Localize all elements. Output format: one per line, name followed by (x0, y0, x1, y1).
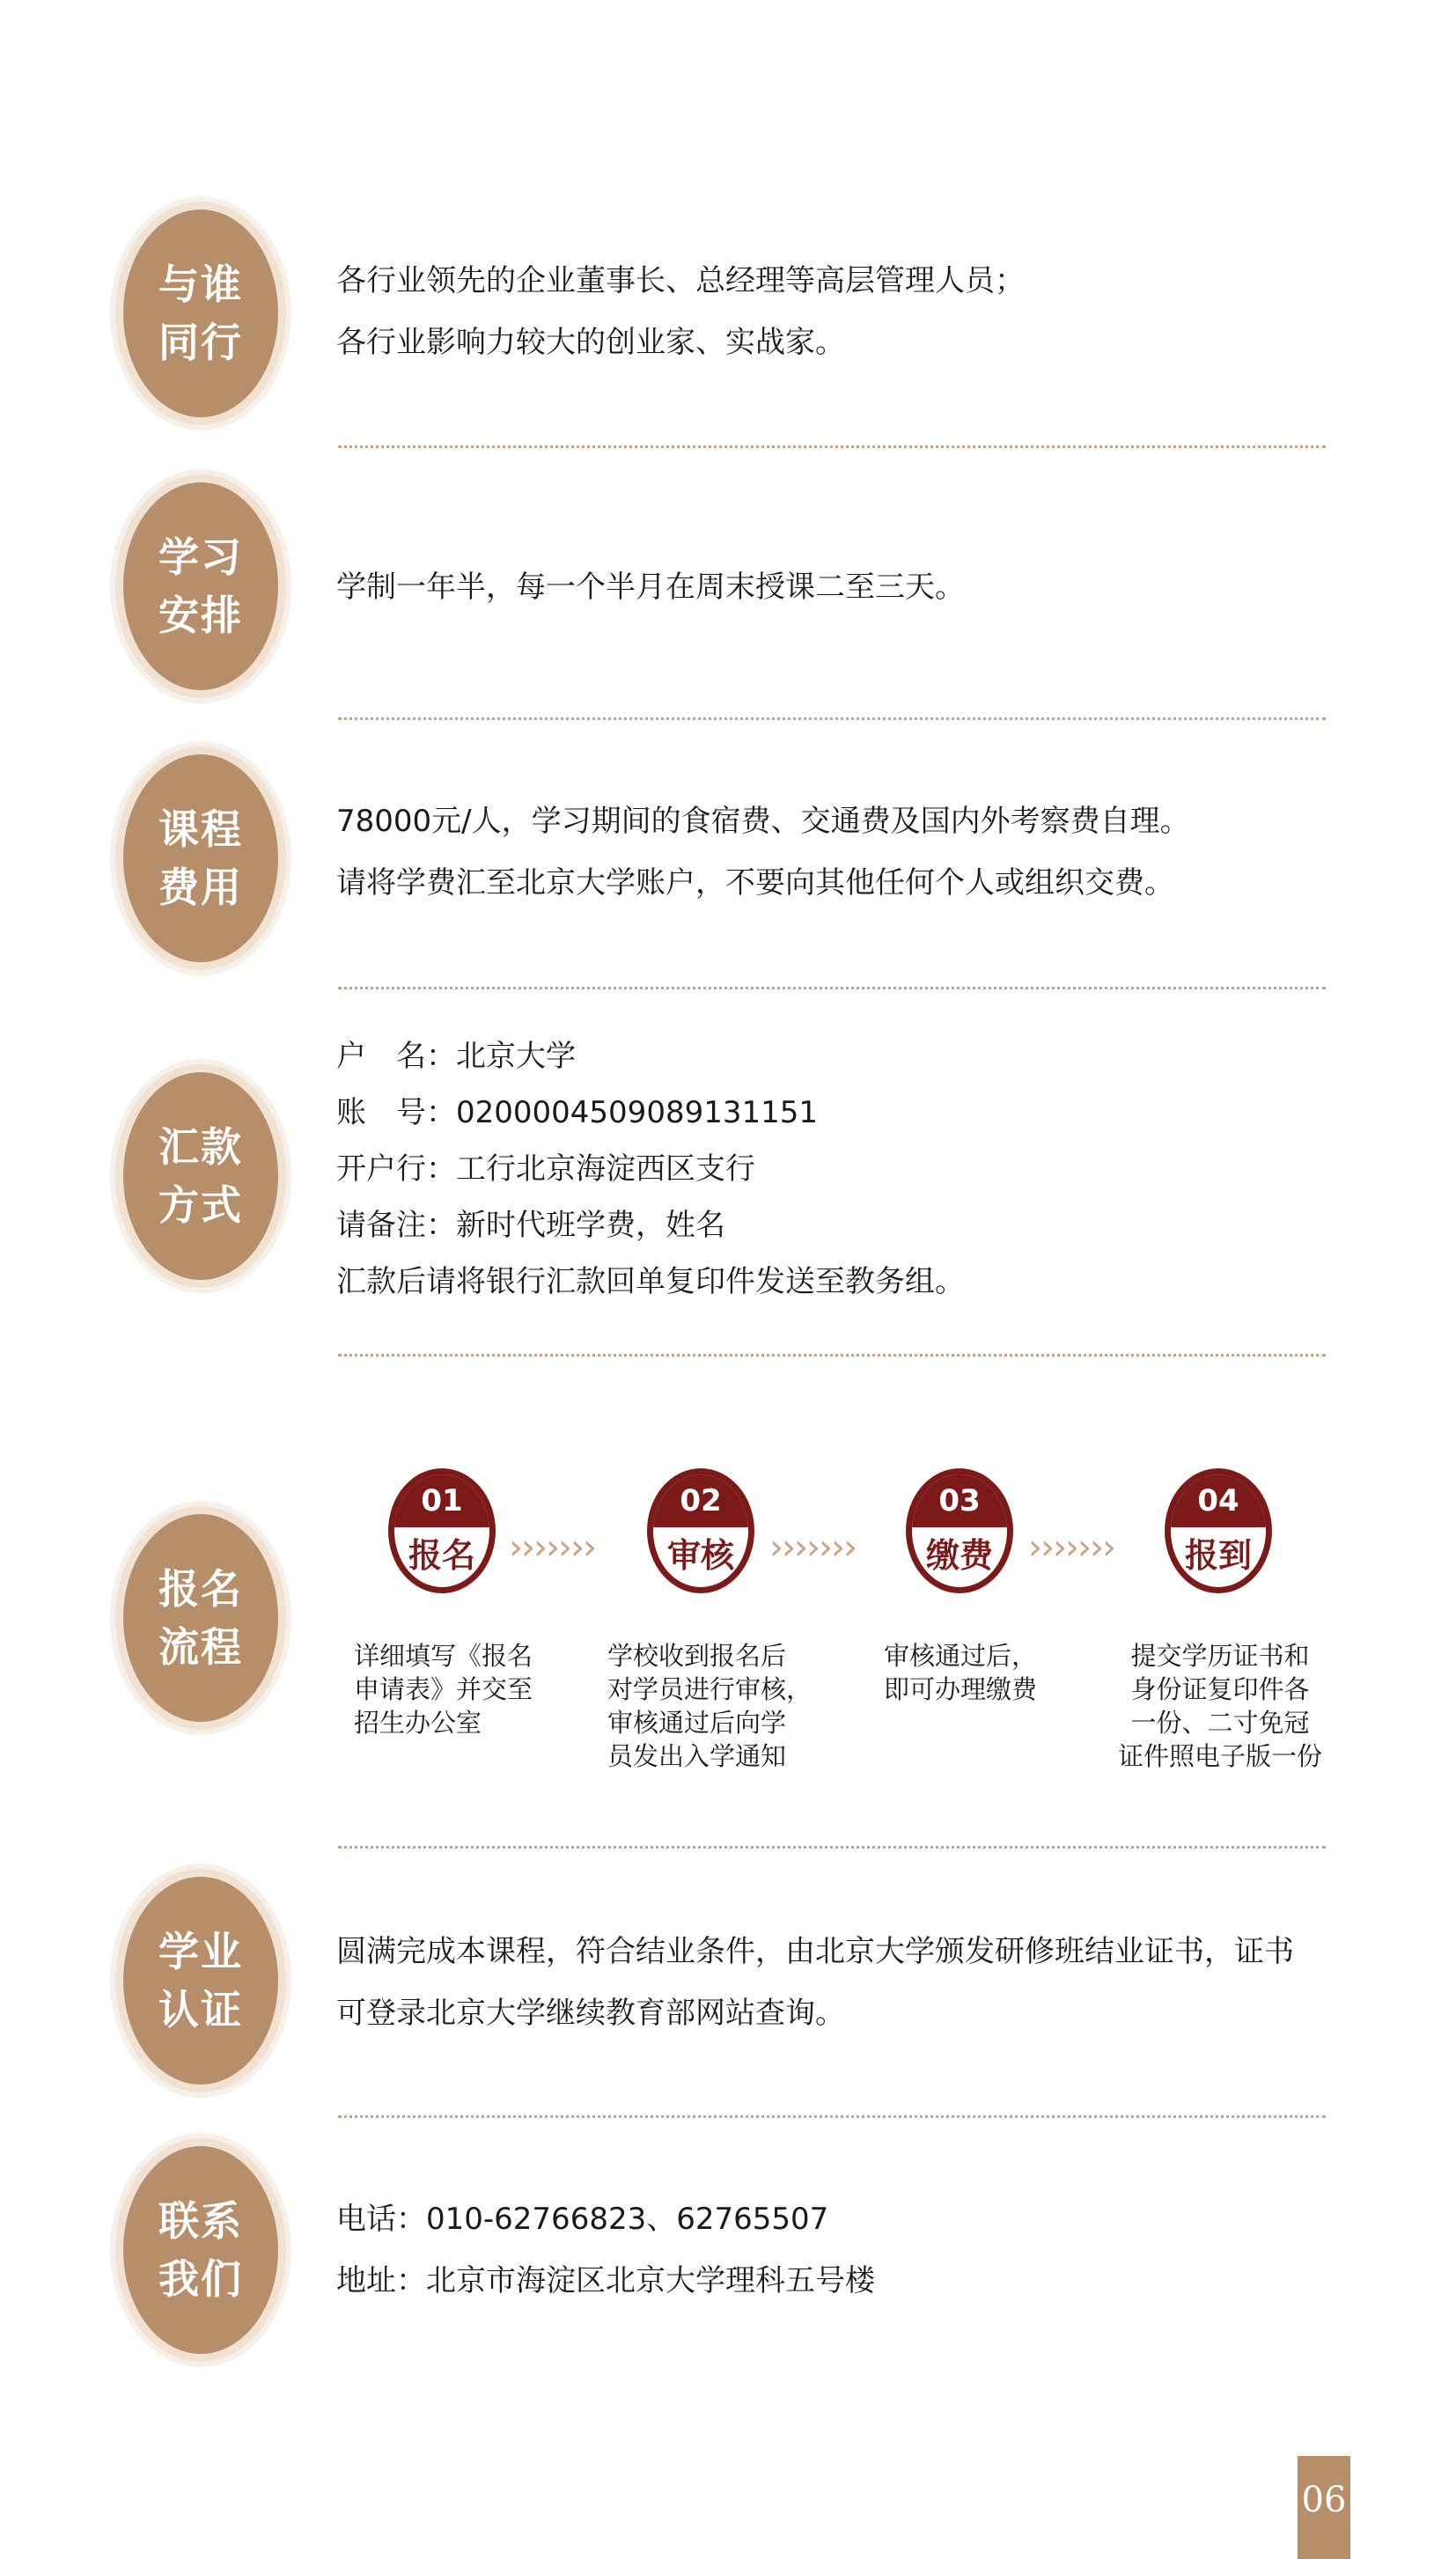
step-name: 报到 (1184, 1536, 1252, 1575)
step-number: 01 (394, 1474, 489, 1527)
step-circle (906, 1468, 1013, 1593)
process-step-2 (644, 1468, 757, 1593)
desc-line: 招生办公室 (354, 1708, 482, 1738)
divider (338, 717, 1326, 720)
step-number: 02 (653, 1474, 748, 1527)
contact-address: 地址：北京市海淀区北京大学理科五号楼 (336, 2263, 875, 2298)
contact-text (336, 2188, 875, 2312)
desc-line: 申请表》并交至 (354, 1674, 533, 1704)
contact-phone: 电话：010-62766823、62765507 (336, 2202, 829, 2237)
desc-line: 员发出入学通知 (607, 1741, 787, 1771)
step-name: 缴费 (925, 1536, 993, 1575)
fees-text (336, 790, 1190, 914)
certificate-text (336, 1921, 1294, 2044)
process-step-3 (903, 1468, 1016, 1593)
badge-process (123, 1514, 278, 1722)
divider (338, 1846, 1326, 1849)
badge-fees (123, 754, 278, 962)
step-name: 报名 (408, 1536, 475, 1575)
fee-amount: 78000元/人，学习期间的食宿费、交通费及国内外考察费自理。 (336, 804, 1190, 839)
badge-line: 学习 (158, 533, 243, 581)
badge-schedule (123, 482, 278, 690)
badge-line: 与谁 (158, 261, 243, 308)
divider (338, 2115, 1326, 2118)
divider (338, 987, 1326, 989)
desc-line: 审核通过后， (884, 1641, 1038, 1671)
step-circle (1165, 1468, 1272, 1593)
badge-line: 认证 (158, 1986, 243, 2033)
badge-payment (123, 1072, 278, 1280)
step-name: 审核 (666, 1536, 734, 1575)
account-remark: 请备注：新时代班学费，姓名 (336, 1208, 725, 1243)
divider (338, 445, 1326, 448)
desc-line: 身份证复印件各 (1130, 1674, 1310, 1704)
desc-line: 学校收到报名后 (607, 1641, 787, 1671)
badge-certificate (123, 1877, 278, 2085)
badge-line: 安排 (158, 592, 243, 639)
step-4-description (1118, 1639, 1322, 1773)
step-1-description (354, 1639, 533, 1739)
text-line: 各行业领先的企业董事长、总经理等高层管理人员； (336, 263, 1025, 298)
desc-line: 一份、二寸免冠 (1130, 1708, 1310, 1738)
step-2-description (607, 1639, 812, 1773)
desc-line: 即可办理缴费 (884, 1674, 1038, 1704)
peers-text (336, 250, 1025, 373)
step-circle (388, 1468, 496, 1593)
badge-line: 汇款 (158, 1123, 243, 1171)
desc-line: 提交学历证书和 (1130, 1641, 1310, 1671)
schedule-text (336, 556, 965, 618)
badge-peers (123, 210, 278, 417)
text-line: 可登录北京大学继续教育部网站查询。 (336, 1996, 845, 2031)
desc-line: 详细填写《报名 (354, 1641, 533, 1671)
arrow-chevrons: ››››››› (769, 1527, 856, 1568)
payment-text (336, 1028, 965, 1310)
account-bank: 开户行：工行北京海淀西区支行 (336, 1151, 755, 1187)
badge-line: 方式 (158, 1181, 243, 1229)
text-line: 学制一年半，每一个半月在周末授课二至三天。 (336, 570, 965, 605)
fee-notice: 请将学费汇至北京大学账户，不要向其他任何个人或组织交费。 (336, 865, 1174, 901)
page-number: 06 (1298, 2456, 1350, 2559)
desc-line: 证件照电子版一份 (1118, 1741, 1323, 1771)
arrow-chevrons: ››››››› (509, 1527, 595, 1568)
badge-line: 同行 (158, 319, 243, 366)
badge-contact (123, 2146, 278, 2354)
divider (338, 1354, 1326, 1357)
desc-line: 对学员进行审核， (607, 1674, 813, 1704)
badge-line: 课程 (158, 805, 243, 853)
step-circle (647, 1468, 754, 1593)
step-number: 03 (912, 1474, 1007, 1527)
badge-line: 学业 (158, 1928, 243, 1975)
text-line: 各行业影响力较大的创业家、实战家。 (336, 325, 845, 360)
step-3-description (884, 1639, 1037, 1706)
process-step-1 (386, 1468, 498, 1593)
badge-line: 费用 (158, 864, 243, 911)
badge-line: 报名 (158, 1565, 243, 1613)
account-number: 账 号：0200004509089131151 (336, 1095, 819, 1130)
payment-note: 汇款后请将银行汇款回单复印件发送至教务组。 (336, 1264, 965, 1299)
step-number: 04 (1171, 1474, 1266, 1527)
arrow-chevrons: ››››››› (1028, 1527, 1114, 1568)
text-line: 圆满完成本课程，符合结业条件，由北京大学颁发研修班结业证书，证书 (336, 1934, 1294, 1969)
badge-line: 流程 (158, 1623, 243, 1671)
badge-line: 联系 (158, 2197, 243, 2245)
account-name: 户 名：北京大学 (336, 1039, 576, 1074)
process-step-4 (1162, 1468, 1275, 1593)
badge-line: 我们 (158, 2255, 243, 2303)
desc-line: 审核通过后向学 (607, 1708, 787, 1738)
